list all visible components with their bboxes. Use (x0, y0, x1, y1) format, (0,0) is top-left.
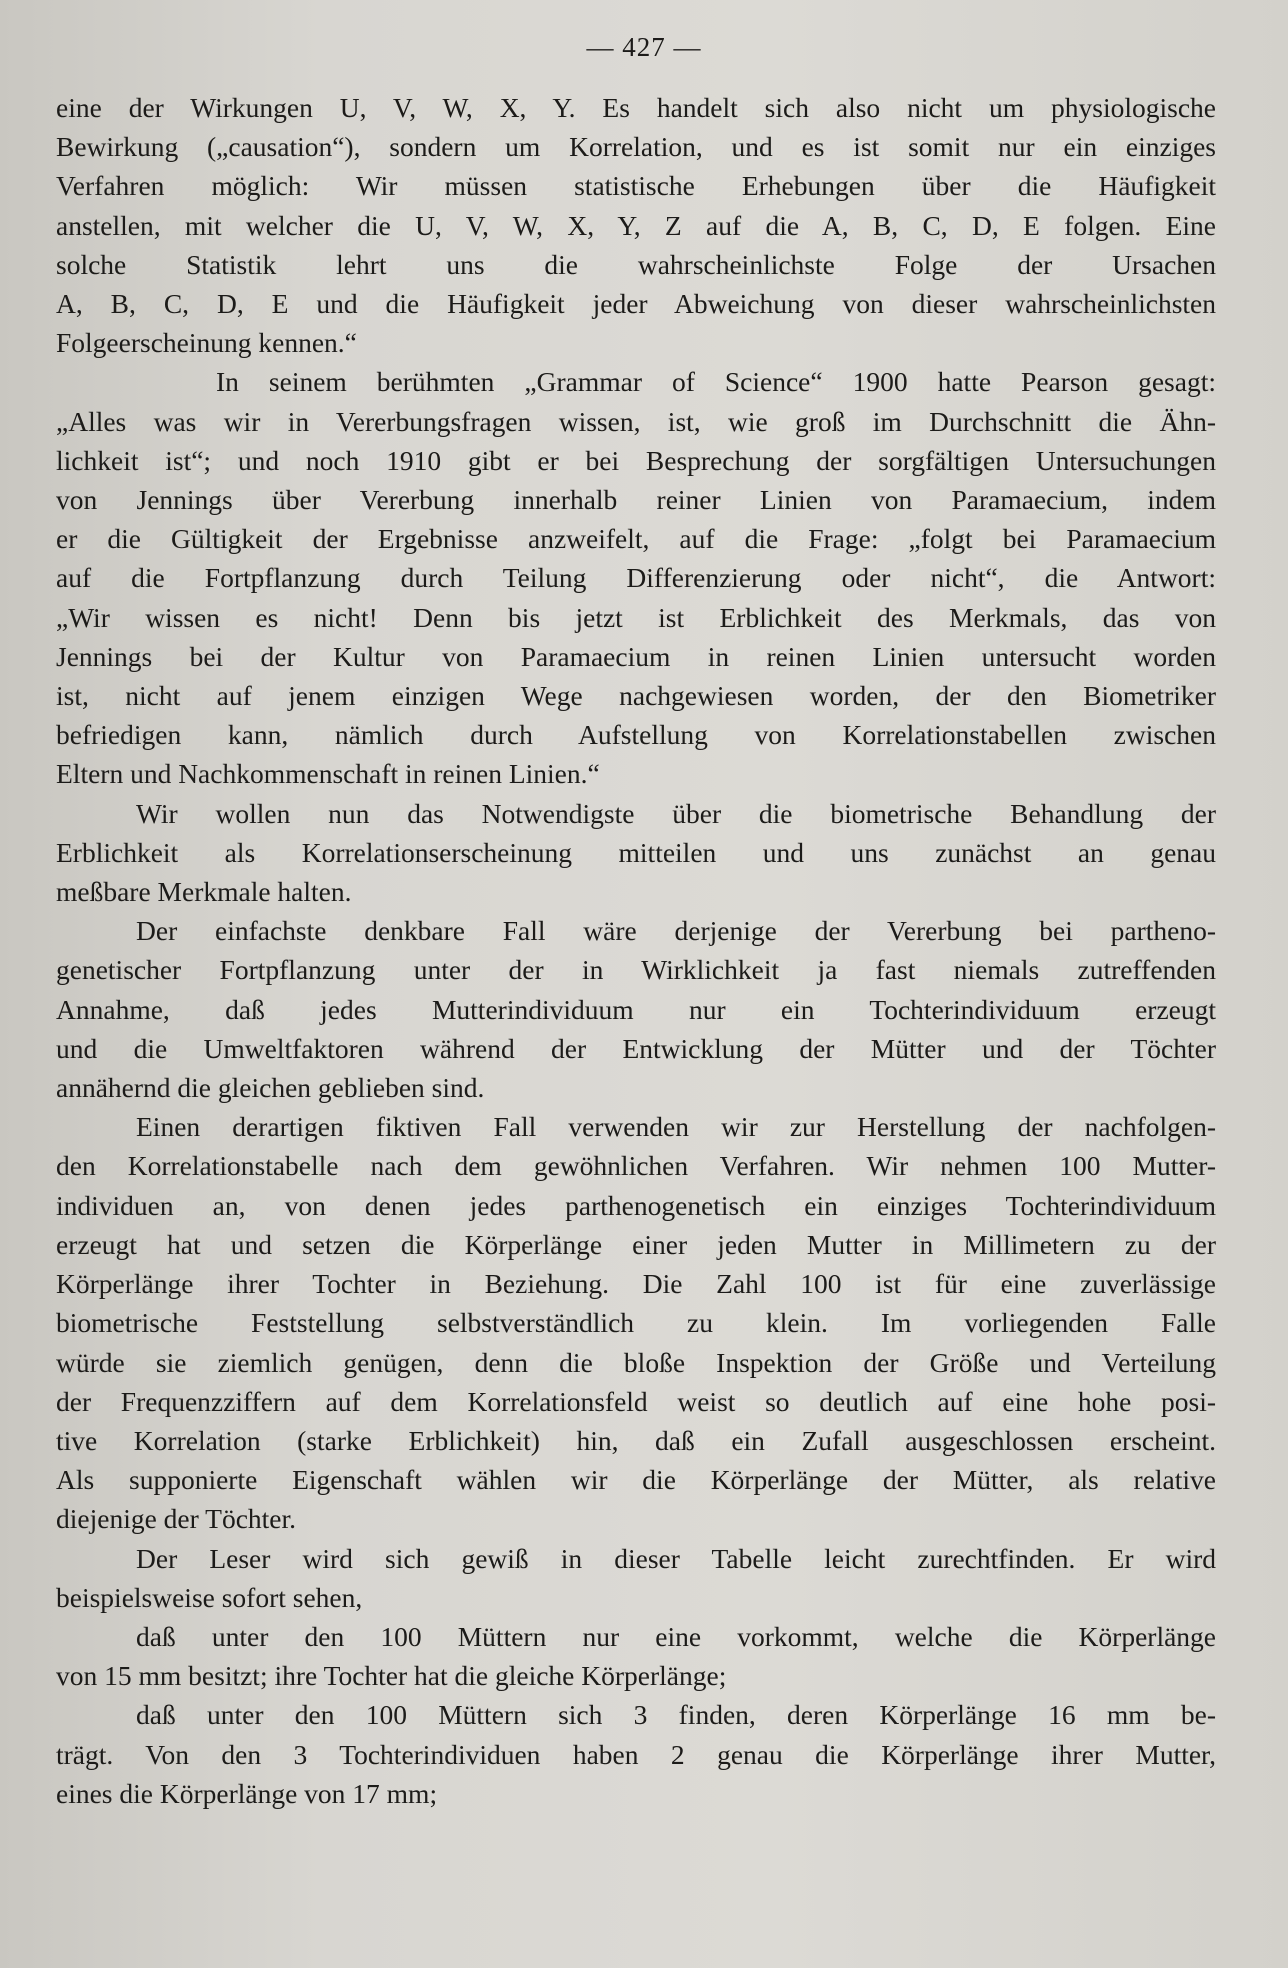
text-line: und die Umweltfaktoren während der Entwicklung der Mütter und der Töchter (56, 1032, 1216, 1064)
text-line: Eltern und Nachkommenschaft in reinen Linien.“ (56, 758, 600, 790)
text-line: Als supponierte Eigenschaft wählen wir die Körperlänge der Mütter, als relative (56, 1464, 1216, 1496)
paragraph-1 (56, 88, 1216, 362)
text-line: daß unter den 100 Müttern nur eine vorkommt, welche die Körperlänge (136, 1620, 1216, 1652)
text-line: anstellen, mit welcher die U, V, W, X, Y, Z auf die A, B, C, D, E folgen. Eine (56, 209, 1216, 241)
text-line: Folgeerscheinung kennen.“ (56, 327, 357, 359)
text-line: genetischer Fortpflanzung unter der in Wirklichkeit ja fast niemals zutreffenden (56, 954, 1216, 986)
paragraph-5 (56, 1107, 1216, 1538)
body-text (56, 88, 1216, 1813)
paragraph-2 (56, 362, 1216, 793)
text-line: „Alles was wir in Vererbungsfragen wissen, ist, wie groß im Durchschnitt die Ähn- (56, 405, 1216, 437)
text-line: Wir wollen nun das Notwendigste über die biometrische Behandlung der (136, 797, 1216, 829)
text-line: Einen derartigen fiktiven Fall verwenden wir zur Herstellung der nachfolgen- (136, 1111, 1216, 1143)
text-line: biometrische Feststellung selbstverständlich zu klein. Im vorliegenden Falle (56, 1307, 1216, 1339)
text-line: In seinem berühmten „Grammar of Science“ 1900 hatte Pearson gesagt: (216, 366, 1216, 398)
paragraph-8 (56, 1695, 1216, 1813)
text-line: „Wir wissen es nicht! Denn bis jetzt ist Erblichkeit des Merkmals, das von (56, 601, 1216, 633)
text-line: von 15 mm besitzt; ihre Tochter hat die gleiche Körperlänge; (56, 1660, 727, 1692)
text-line: individuen an, von denen jedes parthenogenetisch ein einziges Tochterindividuum (56, 1189, 1216, 1221)
text-line: von Jennings über Vererbung innerhalb reiner Linien von Paramaecium, indem (56, 484, 1216, 516)
text-line: der Frequenzziffern auf dem Korrelationsfeld weist so deutlich auf eine hohe posi- (56, 1385, 1216, 1417)
text-line: trägt. Von den 3 Tochterindividuen haben 2 genau die Körperlänge ihrer Mutter, (56, 1738, 1216, 1770)
text-line: würde sie ziemlich genügen, denn die bloße Inspektion der Größe und Verteilung (56, 1346, 1216, 1378)
text-line: solche Statistik lehrt uns die wahrscheinlichste Folge der Ursachen (56, 248, 1216, 280)
text-line: befriedigen kann, nämlich durch Aufstellung von Korrelationstabellen zwischen (56, 719, 1216, 751)
text-line: A, B, C, D, E und die Häufigkeit jeder Abweichung von dieser wahrscheinlichsten (56, 288, 1216, 320)
text-line: Jennings bei der Kultur von Paramaecium in reinen Linien untersucht worden (56, 640, 1216, 672)
paragraph-4 (56, 911, 1216, 1107)
text-line: ist, nicht auf jenem einzigen Wege nachgewiesen worden, der den Biometriker (56, 680, 1216, 712)
paragraph-3 (56, 794, 1216, 912)
text-line: lichkeit ist“; und noch 1910 gibt er bei Besprechung der sorgfältigen Untersuchungen (56, 444, 1216, 476)
text-line: erzeugt hat und setzen die Körperlänge einer jeden Mutter in Millimetern zu der (56, 1228, 1216, 1260)
paragraph-6 (56, 1539, 1216, 1617)
text-line: beispielsweise sofort sehen, (56, 1581, 363, 1613)
text-line: eines die Körperlänge von 17 mm; (56, 1777, 438, 1809)
text-line: er die Gültigkeit der Ergebnisse anzweifelt, auf die Frage: „folgt bei Paramaecium (56, 523, 1216, 555)
text-line: tive Korrelation (starke Erblichkeit) hin, daß ein Zufall ausgeschlossen erscheint. (56, 1424, 1216, 1456)
text-line: Verfahren möglich: Wir müssen statistische Erhebungen über die Häufigkeit (56, 170, 1216, 202)
text-line: Körperlänge ihrer Tochter in Beziehung. Die Zahl 100 ist für eine zuverlässige (56, 1268, 1216, 1300)
text-line: Der einfachste denkbare Fall wäre derjenige der Vererbung bei partheno- (136, 915, 1216, 947)
text-line: eine der Wirkungen U, V, W, X, Y. Es handelt sich also nicht um physiologische (56, 92, 1216, 123)
text-line: Erblichkeit als Korrelationserscheinung mitteilen und uns zunächst an genau (56, 836, 1216, 868)
text-line: den Korrelationstabelle nach dem gewöhnlichen Verfahren. Wir nehmen 100 Mutter- (56, 1150, 1216, 1182)
text-line: annähernd die gleichen geblieben sind. (56, 1072, 485, 1104)
text-line: auf die Fortpflanzung durch Teilung Differenzierung oder nicht“, die Antwort: (56, 562, 1216, 594)
text-line: diejenige der Töchter. (56, 1503, 297, 1535)
text-line: Annahme, daß jedes Mutterindividuum nur ein Tochterindividuum erzeugt (56, 993, 1216, 1025)
paragraph-7 (56, 1617, 1216, 1695)
page-number: — 427 — (586, 32, 702, 62)
text-line: meßbare Merkmale halten. (56, 876, 352, 908)
text-line: Der Leser wird sich gewiß in dieser Tabelle leicht zurechtfinden. Er wird (136, 1542, 1216, 1574)
text-line: daß unter den 100 Müttern sich 3 finden, deren Körperlänge 16 mm be- (136, 1699, 1216, 1731)
text-line: Bewirkung („causation“), sondern um Korrelation, und es ist somit nur ein einziges (56, 131, 1216, 163)
